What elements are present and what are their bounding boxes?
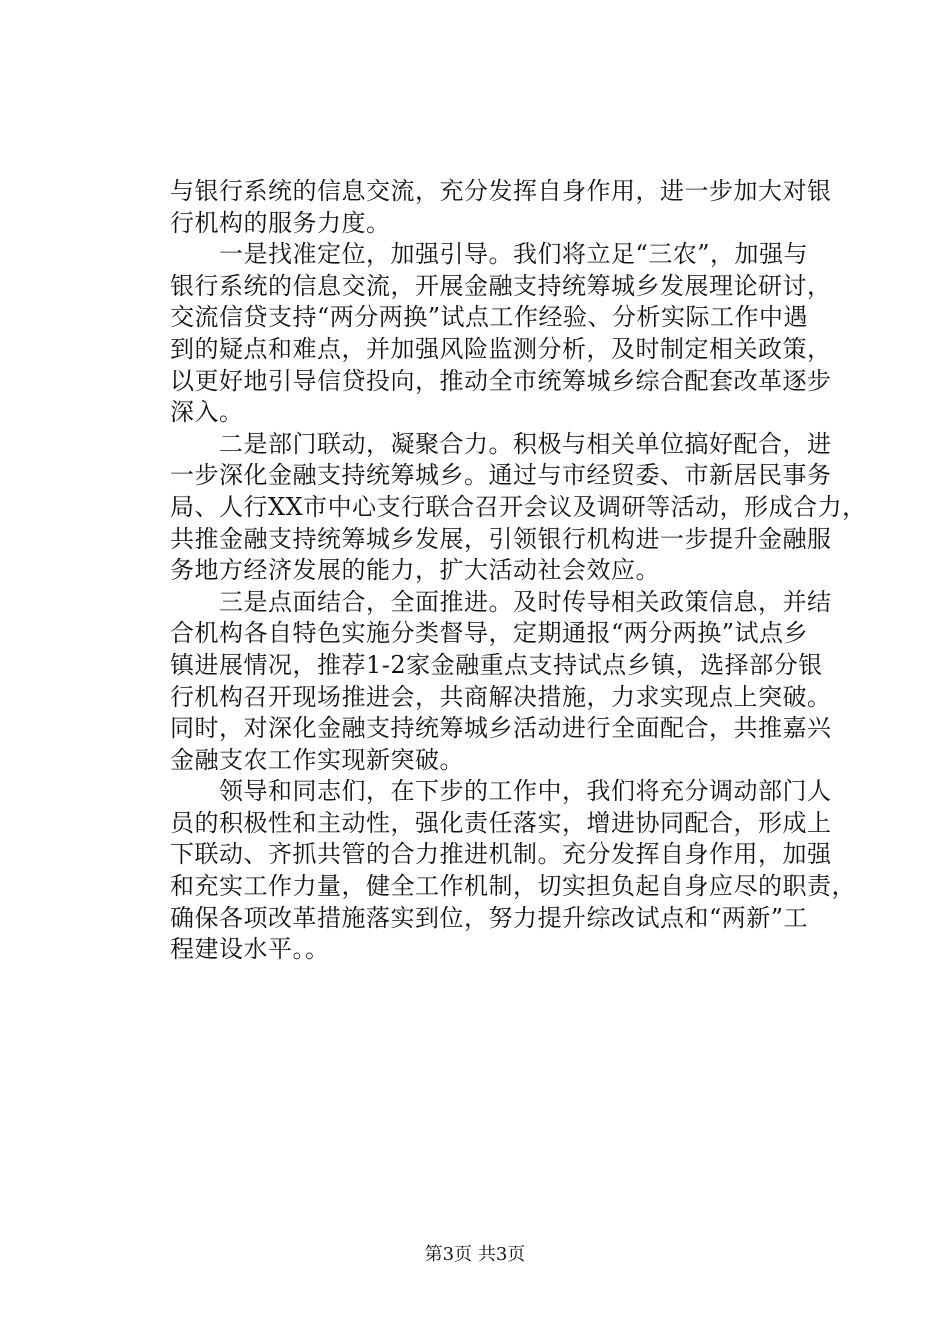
text-line: 行机构的服务力度。 xyxy=(170,208,391,237)
text-line: 一是找准定位，加强引导。我们将立足“三农”，加强与 xyxy=(170,240,809,269)
text-line: 下联动、齐抓共管的合力推进机制。充分发挥自身作用，加强 xyxy=(170,840,832,869)
text-line: 金融支农工作实现新突破。 xyxy=(170,745,464,774)
text-line: 同时，对深化金融支持统筹城乡活动进行全面配合，共推嘉兴 xyxy=(170,714,832,743)
text-line: 三是点面结合，全面推进。及时传导相关政策信息，并结 xyxy=(170,587,832,616)
text-line: 与银行系统的信息交流，充分发挥自身作用，进一步加大对银 xyxy=(170,177,832,205)
text-line: 共推金融支持统筹城乡发展，引领银行机构进一步提升金融服 xyxy=(170,524,832,553)
text-line: 行机构召开现场推进会，共商解决措施，力求实现点上突破。 xyxy=(170,682,832,711)
text-line: 镇进展情况，推荐1-2家金融重点支持试点乡镇，选择部分银 xyxy=(170,650,823,679)
text-line: 确保各项改革措施落实到位，努力提升综改试点和“两新”工 xyxy=(170,903,809,932)
text-line: 银行系统的信息交流，开展金融支持统筹城乡发展理论研讨， xyxy=(170,271,832,300)
text-line: 员的积极性和主动性，强化责任落实，增进协同配合，形成上 xyxy=(170,808,832,837)
text-line: 局、人行XX市中心支行联合召开会议及调研等活动，形成合力， xyxy=(170,492,867,521)
text-line: 二是部门联动，凝聚合力。积极与相关单位搞好配合，进 xyxy=(170,429,832,458)
text-line: 以更好地引导信贷投向，推动全市统筹城乡综合配套改革逐步 xyxy=(170,366,832,395)
text-line: 和充实工作力量，健全工作机制，切实担负起自身应尽的职责， xyxy=(170,872,856,901)
text-line: 程建设水平。。 xyxy=(170,935,330,964)
text-line: 合机构各自特色实施分类督导，定期通报“两分两换”试点乡 xyxy=(170,619,809,648)
text-line: 深入。 xyxy=(170,398,244,427)
text-line: 务地方经济发展的能力，扩大活动社会效应。 xyxy=(170,556,660,585)
text-line: 交流信贷支持“两分两换”试点工作经验、分析实际工作中遇 xyxy=(170,303,809,332)
page-footer: 第3页 共3页 xyxy=(424,1244,526,1265)
text-line: 领导和同志们，在下步的工作中，我们将充分调动部门人 xyxy=(170,777,832,806)
document-body xyxy=(170,176,867,966)
text-line: 一步深化金融支持统筹城乡。通过与市经贸委、市新居民事务 xyxy=(170,461,832,490)
text-line: 到的疑点和难点，并加强风险监测分析，及时制定相关政策， xyxy=(170,334,832,363)
